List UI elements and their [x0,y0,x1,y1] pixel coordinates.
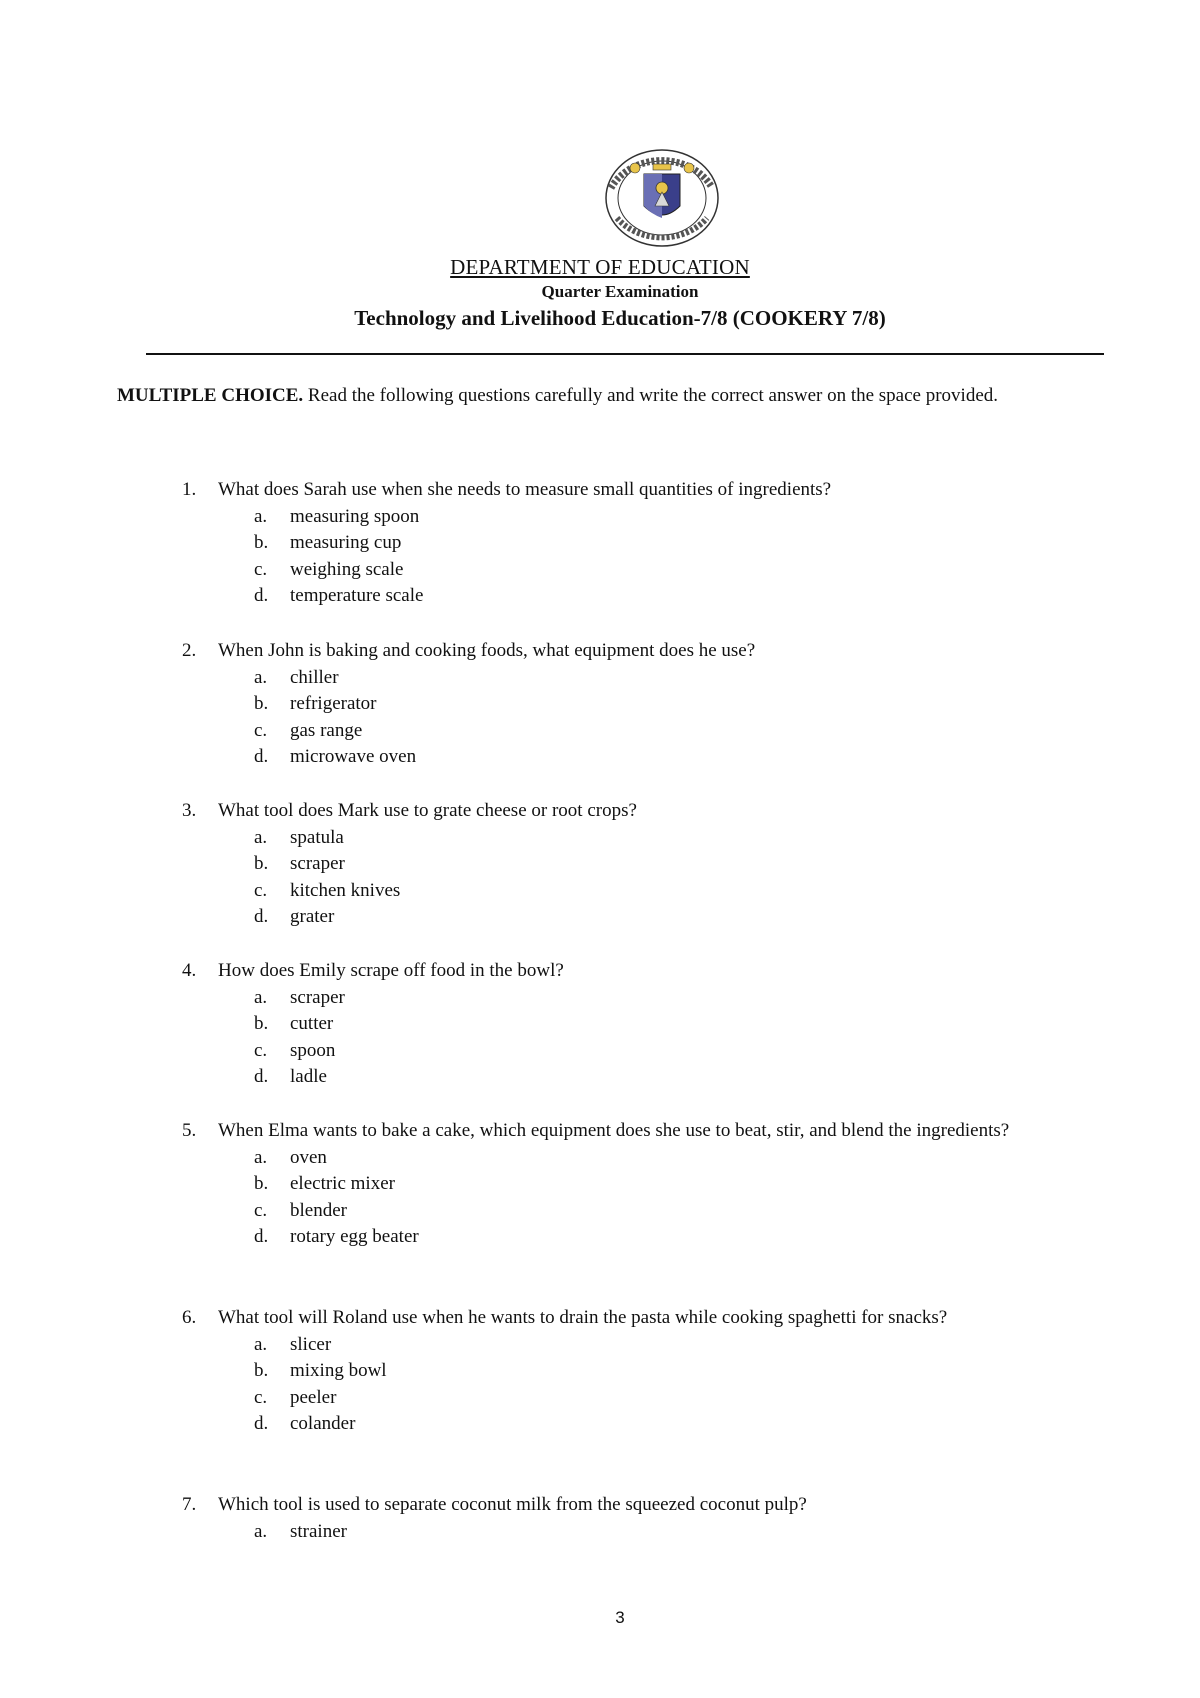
option-text: weighing scale [290,558,404,580]
option-letter: a. [254,986,268,1008]
option-letter: c. [254,558,268,580]
option-text: blender [290,1199,347,1221]
option-list [182,1332,1082,1438]
question-number: 6. [182,1307,197,1328]
option-text: chiller [290,666,339,688]
option-text: electric mixer [290,1173,395,1194]
option-letter: d. [254,906,269,927]
option-text: spoon [290,1039,336,1061]
option-list [182,985,1082,1091]
question-text: What tool will Roland use when he wants to drain the pasta while cooking spaghetti for snacks? [218,1307,948,1328]
deped-seal-logo [603,148,721,248]
option-item [254,1358,1082,1385]
option-item [254,1145,1082,1172]
option-item [254,904,1082,931]
option-letter: d. [254,1226,269,1247]
option-letter: a. [254,1520,268,1542]
option-item [254,1385,1082,1412]
option-item [254,530,1082,557]
question-number: 3. [182,800,197,821]
option-letter: d. [254,1413,269,1434]
option-text: peeler [290,1386,337,1408]
option-text: kitchen knives [290,879,401,901]
option-item [254,718,1082,745]
instructions-text: Read the following questions carefully and write the correct answer on the space provided. [303,385,999,406]
option-list [182,825,1082,931]
option-letter: a. [254,826,268,848]
question-text: When John is baking and cooking foods, what equipment does he use? [218,640,756,661]
option-text: oven [290,1146,327,1168]
option-item [254,1519,1082,1546]
option-text: refrigerator [290,693,377,714]
option-letter: b. [254,532,269,553]
instructions-lead: MULTIPLE CHOICE. [117,385,304,406]
question-number: 1. [182,479,197,500]
option-list [182,1519,1082,1546]
course-title: Technology and Livelihood Education-7/8 (COOKERY 7/8) [354,306,886,330]
option-letter: b. [254,1013,269,1034]
option-item [254,557,1082,584]
option-text: spatula [290,826,344,848]
question-item [182,798,1082,931]
option-text: rotary egg beater [290,1226,419,1247]
question-item [182,958,1082,1091]
question-text: How does Emily scrape off food in the bowl? [218,960,564,981]
option-item [254,583,1082,610]
question-number: 4. [182,960,197,981]
option-letter: d. [254,746,269,767]
option-item [254,851,1082,878]
option-letter: c. [254,1386,268,1408]
question-number: 2. [182,640,197,661]
option-letter: b. [254,853,269,874]
option-letter: d. [254,585,269,606]
option-letter: b. [254,1173,269,1194]
option-item [254,1411,1082,1438]
question-text: What tool does Mark use to grate cheese or root crops? [218,800,637,821]
option-letter: a. [254,1333,268,1355]
question-text: When Elma wants to bake a cake, which equipment does she use to beat, stir, and blend the ingredients? [218,1120,1010,1141]
option-letter: a. [254,1146,268,1168]
exam-type: Quarter Examination [541,282,699,301]
option-text: gas range [290,719,363,741]
option-text: ladle [290,1066,327,1087]
question-number: 7. [182,1494,197,1515]
option-letter: c. [254,719,268,741]
option-text: slicer [290,1333,332,1355]
option-list [182,665,1082,771]
option-item [254,985,1082,1012]
option-item [254,1064,1082,1091]
option-text: cutter [290,1013,334,1034]
option-letter: a. [254,505,268,527]
option-letter: c. [254,879,268,901]
instructions [117,383,1141,409]
question-item [182,1118,1082,1251]
question-item [182,1305,1082,1438]
option-item [254,744,1082,771]
option-item [254,1198,1082,1225]
option-text: mixing bowl [290,1360,387,1381]
option-letter: b. [254,1360,269,1381]
option-letter: c. [254,1039,268,1061]
question-number: 5. [182,1120,197,1141]
option-item [254,691,1082,718]
option-list [182,1145,1082,1251]
option-text: colander [290,1413,356,1434]
option-item [254,878,1082,905]
option-letter: b. [254,693,269,714]
option-text: temperature scale [290,585,424,606]
option-item [254,825,1082,852]
department-title: DEPARTMENT OF EDUCATION [450,255,750,279]
option-item [254,1224,1082,1251]
question-text: Which tool is used to separate coconut milk from the squeezed coconut pulp? [218,1494,807,1515]
option-text: microwave oven [290,746,417,767]
option-item [254,665,1082,692]
option-letter: a. [254,666,268,688]
option-text: measuring cup [290,532,402,553]
option-item [254,1332,1082,1359]
option-item [254,1011,1082,1038]
option-text: scraper [290,986,345,1008]
question-item [182,1492,1082,1545]
question-text: What does Sarah use when she needs to measure small quantities of ingredients? [218,479,832,500]
option-text: scraper [290,853,345,874]
option-item [254,1038,1082,1065]
option-letter: c. [254,1199,268,1221]
option-text: grater [290,906,335,927]
option-item [254,504,1082,531]
option-item [254,1171,1082,1198]
option-list [182,504,1082,610]
question-item [182,638,1082,771]
page-number: 3 [615,1608,625,1627]
option-text: strainer [290,1520,347,1542]
option-text: measuring spoon [290,505,420,527]
option-letter: d. [254,1066,269,1087]
header-divider [146,353,1104,355]
question-item [182,477,1082,610]
